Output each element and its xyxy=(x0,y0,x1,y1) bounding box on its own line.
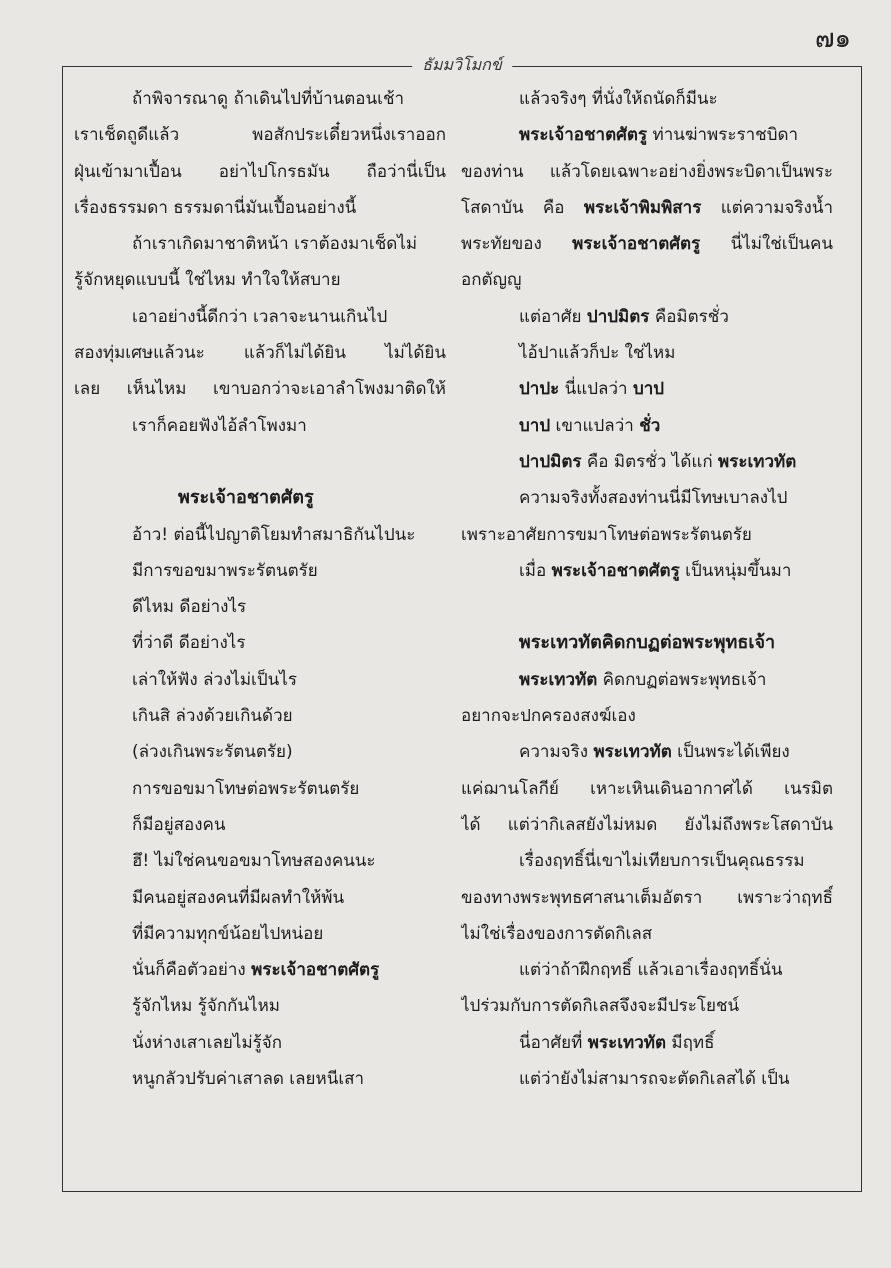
text-line: เลย เห็นไหม เขาบอกว่าจะเอาลำโพงมาติดให้ xyxy=(74,379,446,400)
paragraph-gap xyxy=(461,589,833,625)
text-line: อ้าว! ต่อนี้ไปญาติโยมทำสมาธิกันไปนะ xyxy=(132,524,416,545)
text-line: เกินสิ ล่วงด้วยเกินด้วย xyxy=(132,706,293,727)
bold-name: ชั่ว xyxy=(639,415,661,436)
text-line: ฝุ่นเข้ามาเปื้อน อย่าไปโกรธมัน ถือว่านี่เป็น xyxy=(74,161,446,182)
bold-name: พระเจ้าอชาตศัตรู xyxy=(251,960,380,981)
text-line: ปาปะ นี่แปลว่า บาป xyxy=(519,379,665,400)
text-line: เพราะอาศัยการขมาโทษต่อพระรัตนตรัย xyxy=(461,524,752,545)
text-line: ฮึ! ไม่ใช่คนขอขมาโทษสองคนนะ xyxy=(132,851,376,872)
page-frame xyxy=(62,55,862,1192)
text-line: พระเจ้าอชาตศัตรู ท่านฆ่าพระราชบิดา xyxy=(519,125,799,146)
text-line: โสดาบัน คือ พระเจ้าพิมพิสาร แต่ความจริงน้ำ xyxy=(461,197,833,218)
text-line: ความจริงทั้งสองท่านนี่มีโทษเบาลงไป xyxy=(519,488,788,509)
bold-name: พระเจ้าอชาตศัตรู xyxy=(572,234,701,255)
bold-name: พระเจ้าพิมพิสาร xyxy=(583,197,702,218)
text-line: อยากจะปกครองสงฆ์เอง xyxy=(461,706,636,727)
text-line: บาป เขาแปลว่า ชั่ว xyxy=(519,415,661,436)
left-column xyxy=(74,81,446,1097)
text-line: ที่มีความทุกข์น้อยไปหน่อย xyxy=(132,923,324,944)
text-line: รู้จักหยุดแบบนี้ ใช่ไหม ทำใจให้สบาย xyxy=(74,270,341,291)
text-line: ดีไหม ดีอย่างไร xyxy=(132,597,247,618)
text-line: พระทัยของ พระเจ้าอชาตศัตรู นี่ไม่ใช่เป็นคน xyxy=(461,234,833,255)
text-line: ของทางพระพุทธศาสนาเต็มอัตรา เพราะว่าฤทธิ์ xyxy=(461,887,833,908)
text-line: มีการขอขมาพระรัตนตรัย xyxy=(132,560,318,581)
section-heading: พระเจ้าอชาตศัตรู xyxy=(178,487,314,509)
text-line: ก็มีอยู่สองคน xyxy=(132,814,226,835)
text-line: เราเช็ดถูดีแล้ว พอสักประเดี๋ยวหนึ่งเราออก xyxy=(74,125,446,146)
bold-name: พระเทวทัต xyxy=(718,451,797,472)
text-line: ไม่ใช่เรื่องของการตัดกิเลส xyxy=(461,923,653,944)
text-line: สองทุ่มเศษแล้วนะ แล้วก็ไม่ได้ยิน ไม่ได้ยิน xyxy=(74,343,446,364)
text-line: ได้ แต่ว่ากิเลสยังไม่หมด ยังไม่ถึงพระโสดาบัน xyxy=(461,814,833,835)
text-line: เรื่องฤทธิ์นี่เขาไม่เทียบการเป็นคุณธรรม xyxy=(519,851,805,872)
text-line: ของท่าน แล้วโดยเฉพาะอย่างยิ่งพระบิดาเป็นพระ xyxy=(461,161,833,182)
text-line: รู้จักไหม รู้จักกันไหม xyxy=(132,996,281,1017)
running-header-title: ธัมมวิโมกข์ xyxy=(412,53,512,78)
text-line: ที่ว่าดี ดีอย่างไร xyxy=(132,633,246,654)
text-line: นั่งห่างเสาเลยไม่รู้จัก xyxy=(132,1032,283,1053)
bold-name: พระเทวทัต xyxy=(587,1032,667,1053)
text-line: นี่อาศัยที่ พระเทวทัต มีฤทธิ์ xyxy=(519,1032,715,1053)
text-line: เมื่อ พระเจ้าอชาตศัตรู เป็นหนุ่มขึ้นมา xyxy=(519,560,792,581)
text-line: แต่อาศัย ปาปมิตร คือมิตรชั่ว xyxy=(519,306,729,327)
text-line: เราก็คอยฟังไอ้ลำโพงมา xyxy=(132,415,307,436)
text-line: แล้วจริงๆ ที่นั่งให้ถนัดก็มีนะ xyxy=(519,89,718,109)
text-line: แต่ว่าถ้าฝึกฤทธิ์ แล้วเอาเรื่องฤทธิ์นั่น xyxy=(519,960,783,981)
text-line: (ล่วงเกินพระรัตนตรัย) xyxy=(132,742,293,763)
text-line: การขอขมาโทษต่อพระรัตนตรัย xyxy=(132,778,360,799)
paragraph-gap xyxy=(74,444,446,480)
text-line: หนูกลัวปรับค่าเสาลด เลยหนีเสา xyxy=(132,1069,365,1090)
text-line: ปาปมิตร คือ มิตรชั่ว ได้แก่ พระเทวทัต xyxy=(519,451,797,472)
text-line: ถ้าเราเกิดมาชาติหน้า เราต้องมาเช็ดไม่ xyxy=(132,234,418,255)
bold-name: บาป xyxy=(632,379,665,400)
section-heading: พระเทวทัตคิดกบฏต่อพระพุทธเจ้า xyxy=(518,632,776,654)
bold-name: พระเทวทัต xyxy=(593,742,672,763)
text-line: อกตัญญู xyxy=(461,270,522,291)
text-line: ไปร่วมกับการตัดกิเลสจึงจะมีประโยชน์ xyxy=(461,996,740,1017)
bold-name: พระเจ้าอชาตศัตรู xyxy=(551,560,680,581)
bold-name: พระเทวทัต xyxy=(519,669,598,690)
page-number: ๗๑ xyxy=(814,24,851,54)
bold-name: ปาปมิตร xyxy=(586,306,650,327)
text-line: ไอ้ปาแล้วก็ปะ ใช่ไหม xyxy=(519,343,676,364)
bold-name: บาป xyxy=(519,415,551,436)
text-line: เรื่องธรรมดา ธรรมดานี่มันเปื้อนอย่างนี้ xyxy=(74,197,357,218)
right-column xyxy=(461,81,833,1097)
text-line: ความจริง พระเทวทัต เป็นพระได้เพียง xyxy=(519,742,790,763)
text-line: ถ้าพิจารณาดู ถ้าเดินไปที่บ้านตอนเช้า xyxy=(132,89,405,109)
text-line: แค่ฌานโลกีย์ เหาะเหินเดินอากาศได้ เนรมิต xyxy=(461,778,833,799)
text-line: พระเทวทัต คิดกบฏต่อพระพุทธเจ้า xyxy=(519,669,767,690)
text-line: นั่นก็คือตัวอย่าง พระเจ้าอชาตศัตรู xyxy=(132,960,380,981)
text-line: เล่าให้ฟัง ล่วงไม่เป็นไร xyxy=(132,669,297,690)
text-line: เอาอย่างนี้ดีกว่า เวลาจะนานเกินไป xyxy=(132,306,388,327)
bold-name: ปาปะ xyxy=(519,379,560,400)
bold-name: ปาปมิตร xyxy=(519,451,582,472)
text-line: มีคนอยู่สองคนที่มีผลทำให้พ้น xyxy=(132,887,345,908)
bold-name: พระเจ้าอชาตศัตรู xyxy=(519,125,648,146)
text-line: แต่ว่ายังไม่สามารถจะตัดกิเลสได้ เป็น xyxy=(519,1069,790,1090)
